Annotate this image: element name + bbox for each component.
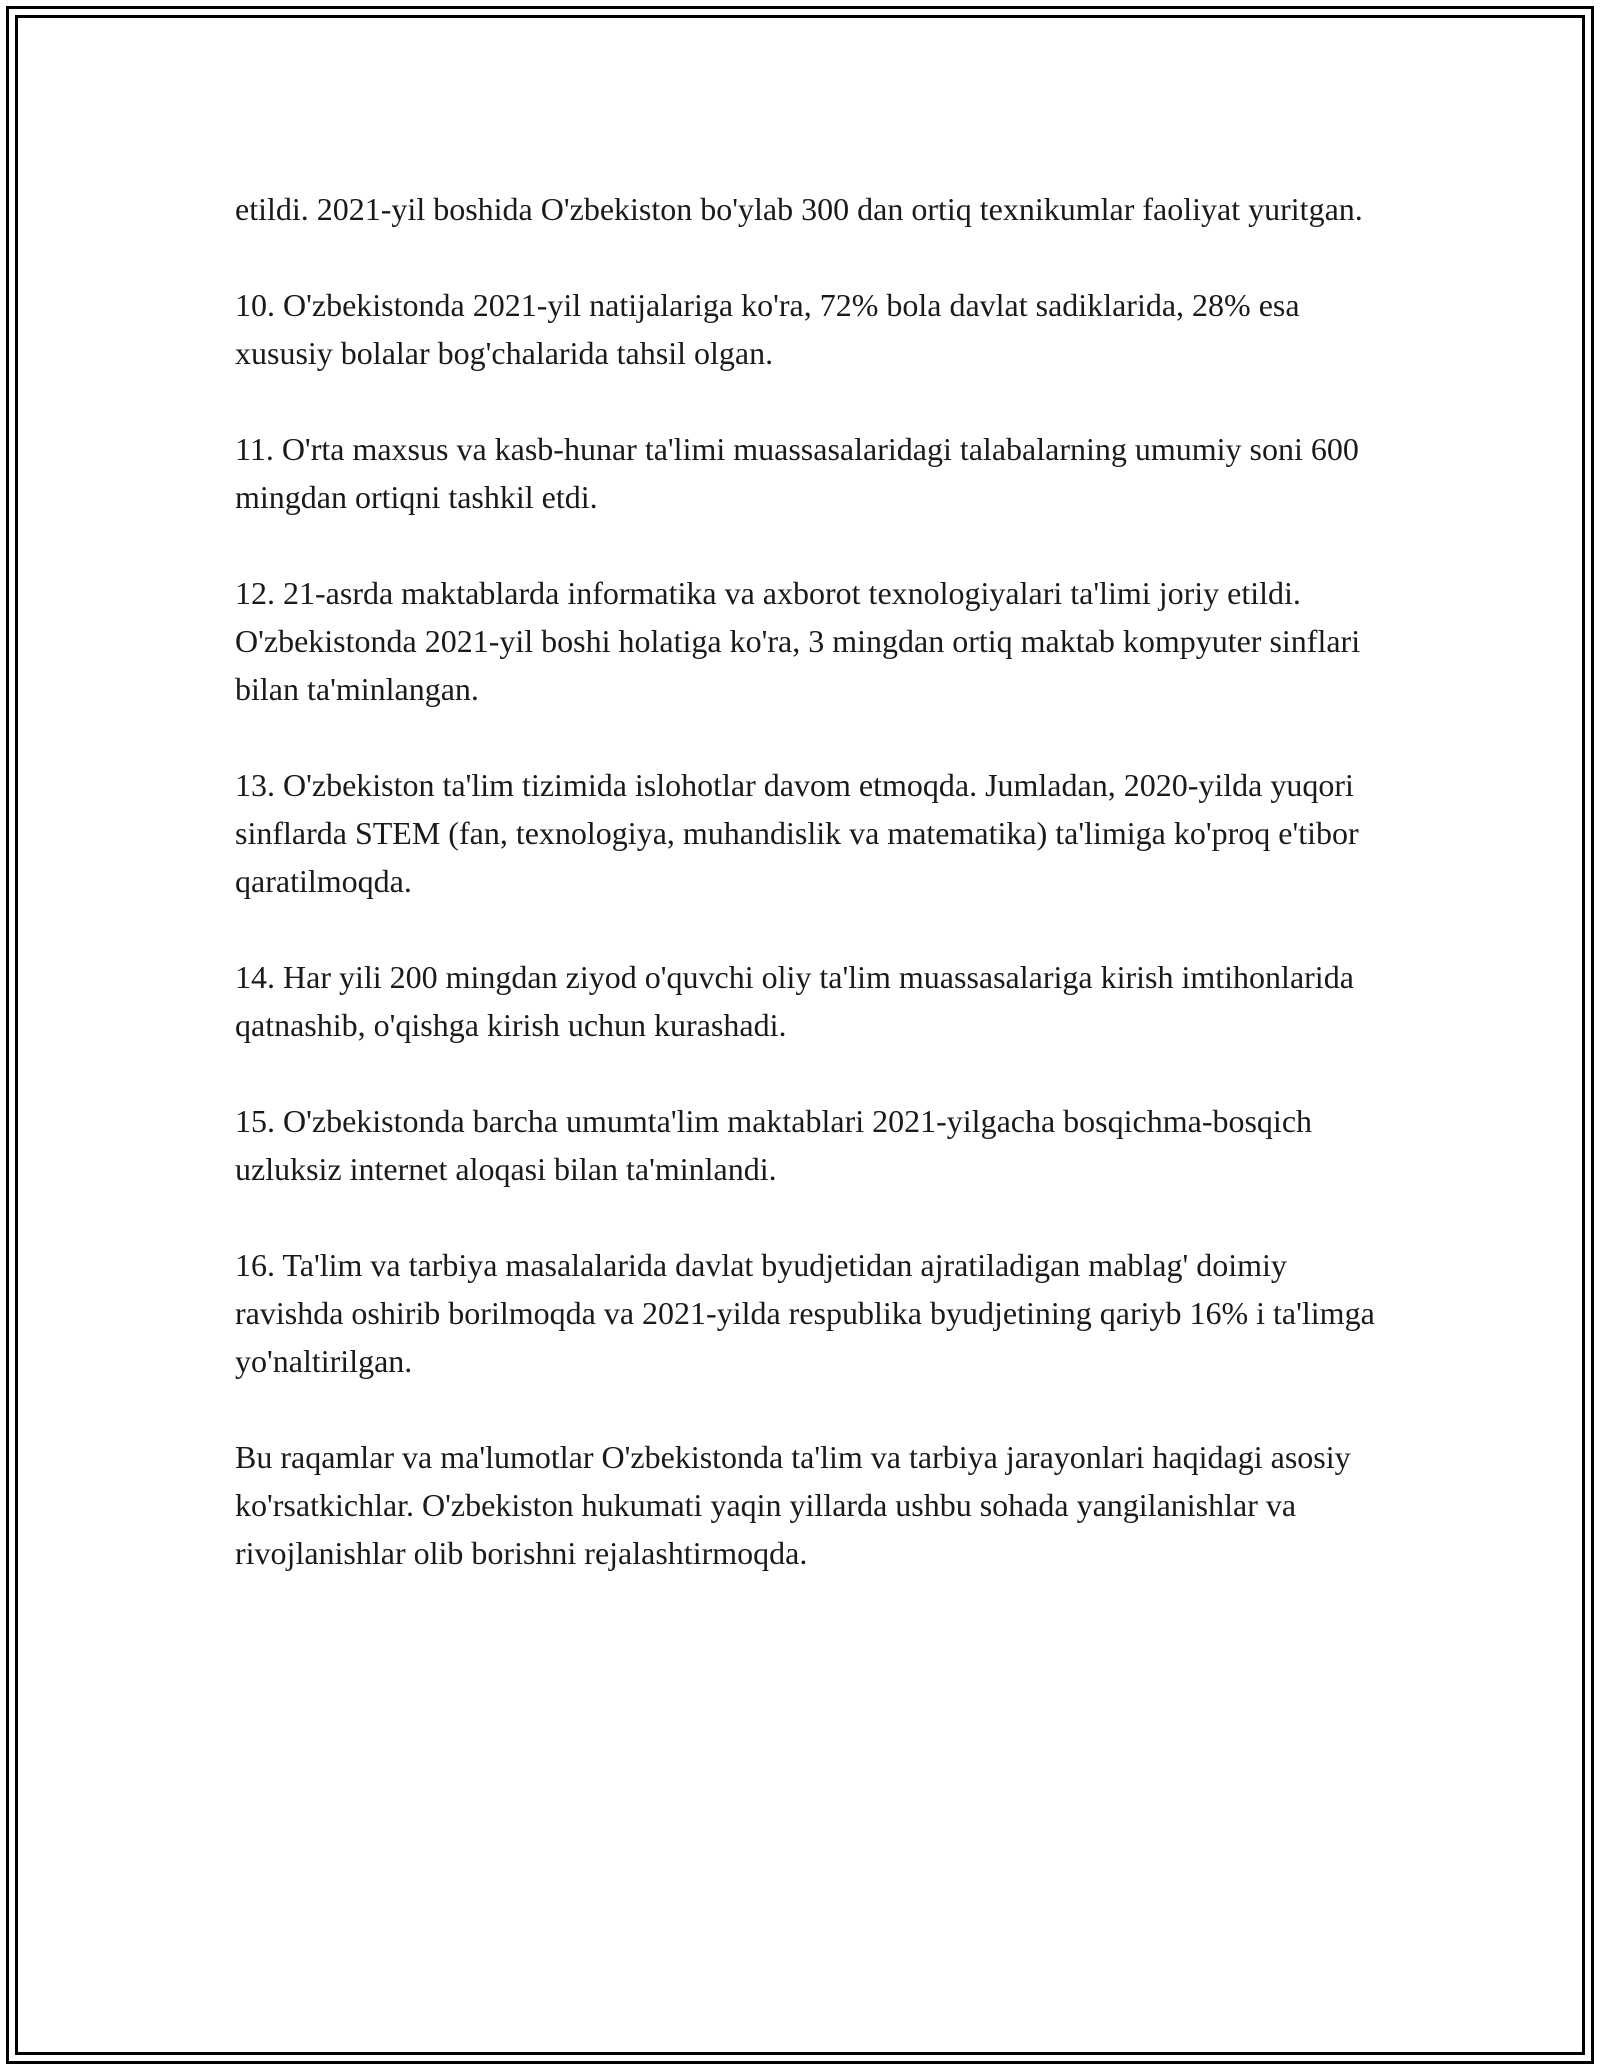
- paragraph-item-10: 10. O'zbekistonda 2021-yil natijalariga ko'ra, 72% bola davlat sadiklarida, 28% esa xususiy bolalar bog'chalarida tahsil olgan.: [235, 287, 1300, 371]
- paragraph-item-14: 14. Har yili 200 mingdan ziyod o'quvchi oliy ta'lim muassasalariga kirish imtihonlarida qatnashib, o'qishga kirish uchun kurashadi.: [235, 959, 1354, 1043]
- paragraph-item-15: 15. O'zbekistonda barcha umumta'lim maktablari 2021-yilgacha bosqichma-bosqich uzluksiz internet aloqasi bilan ta'minlandi.: [235, 1103, 1313, 1187]
- document-body: [235, 185, 1375, 1625]
- paragraph-item-11: 11. O'rta maxsus va kasb-hunar ta'limi muassasalaridagi talabalarning umumiy soni 600 mingdan ortiqni tashkil etdi.: [235, 431, 1359, 515]
- paragraph-item-12: 12. 21-asrda maktablarda informatika va axborot texnologiyalari ta'limi joriy etildi. O'zbekistonda 2021-yil boshi holatiga ko'ra, 3 mingdan ortiq maktab kompyuter sinflari bilan ta'minlangan.: [235, 575, 1361, 707]
- paragraph-item-13: 13. O'zbekiston ta'lim tizimida islohotlar davom etmoqda. Jumladan, 2020-yilda yuqori sinflarda STEM (fan, texnologiya, muhandislik va matematika) ta'limiga ko'proq e'tibor qaratilmoqda.: [235, 767, 1359, 899]
- paragraph-texnikumlar: etildi. 2021-yil boshida O'zbekiston bo'ylab 300 dan ortiq texnikumlar faoliyat yuritgan.: [235, 191, 1363, 227]
- paragraph-item-16: 16. Ta'lim va tarbiya masalalarida davlat byudjetidan ajratiladigan mablag' doimiy ravishda oshirib borilmoqda va 2021-yilda respublika byudjetining qariyb 16% i ta'limga yo'naltirilgan.: [235, 1247, 1375, 1379]
- paragraph-conclusion: Bu raqamlar va ma'lumotlar O'zbekistonda ta'lim va tarbiya jarayonlari haqidagi asosiy ko'rsatkichlar. O'zbekiston hukumati yaqin yillarda ushbu sohada yangilanishlar va rivojlanishlar olib borishni rejalashtirmoqda.: [235, 1439, 1351, 1571]
